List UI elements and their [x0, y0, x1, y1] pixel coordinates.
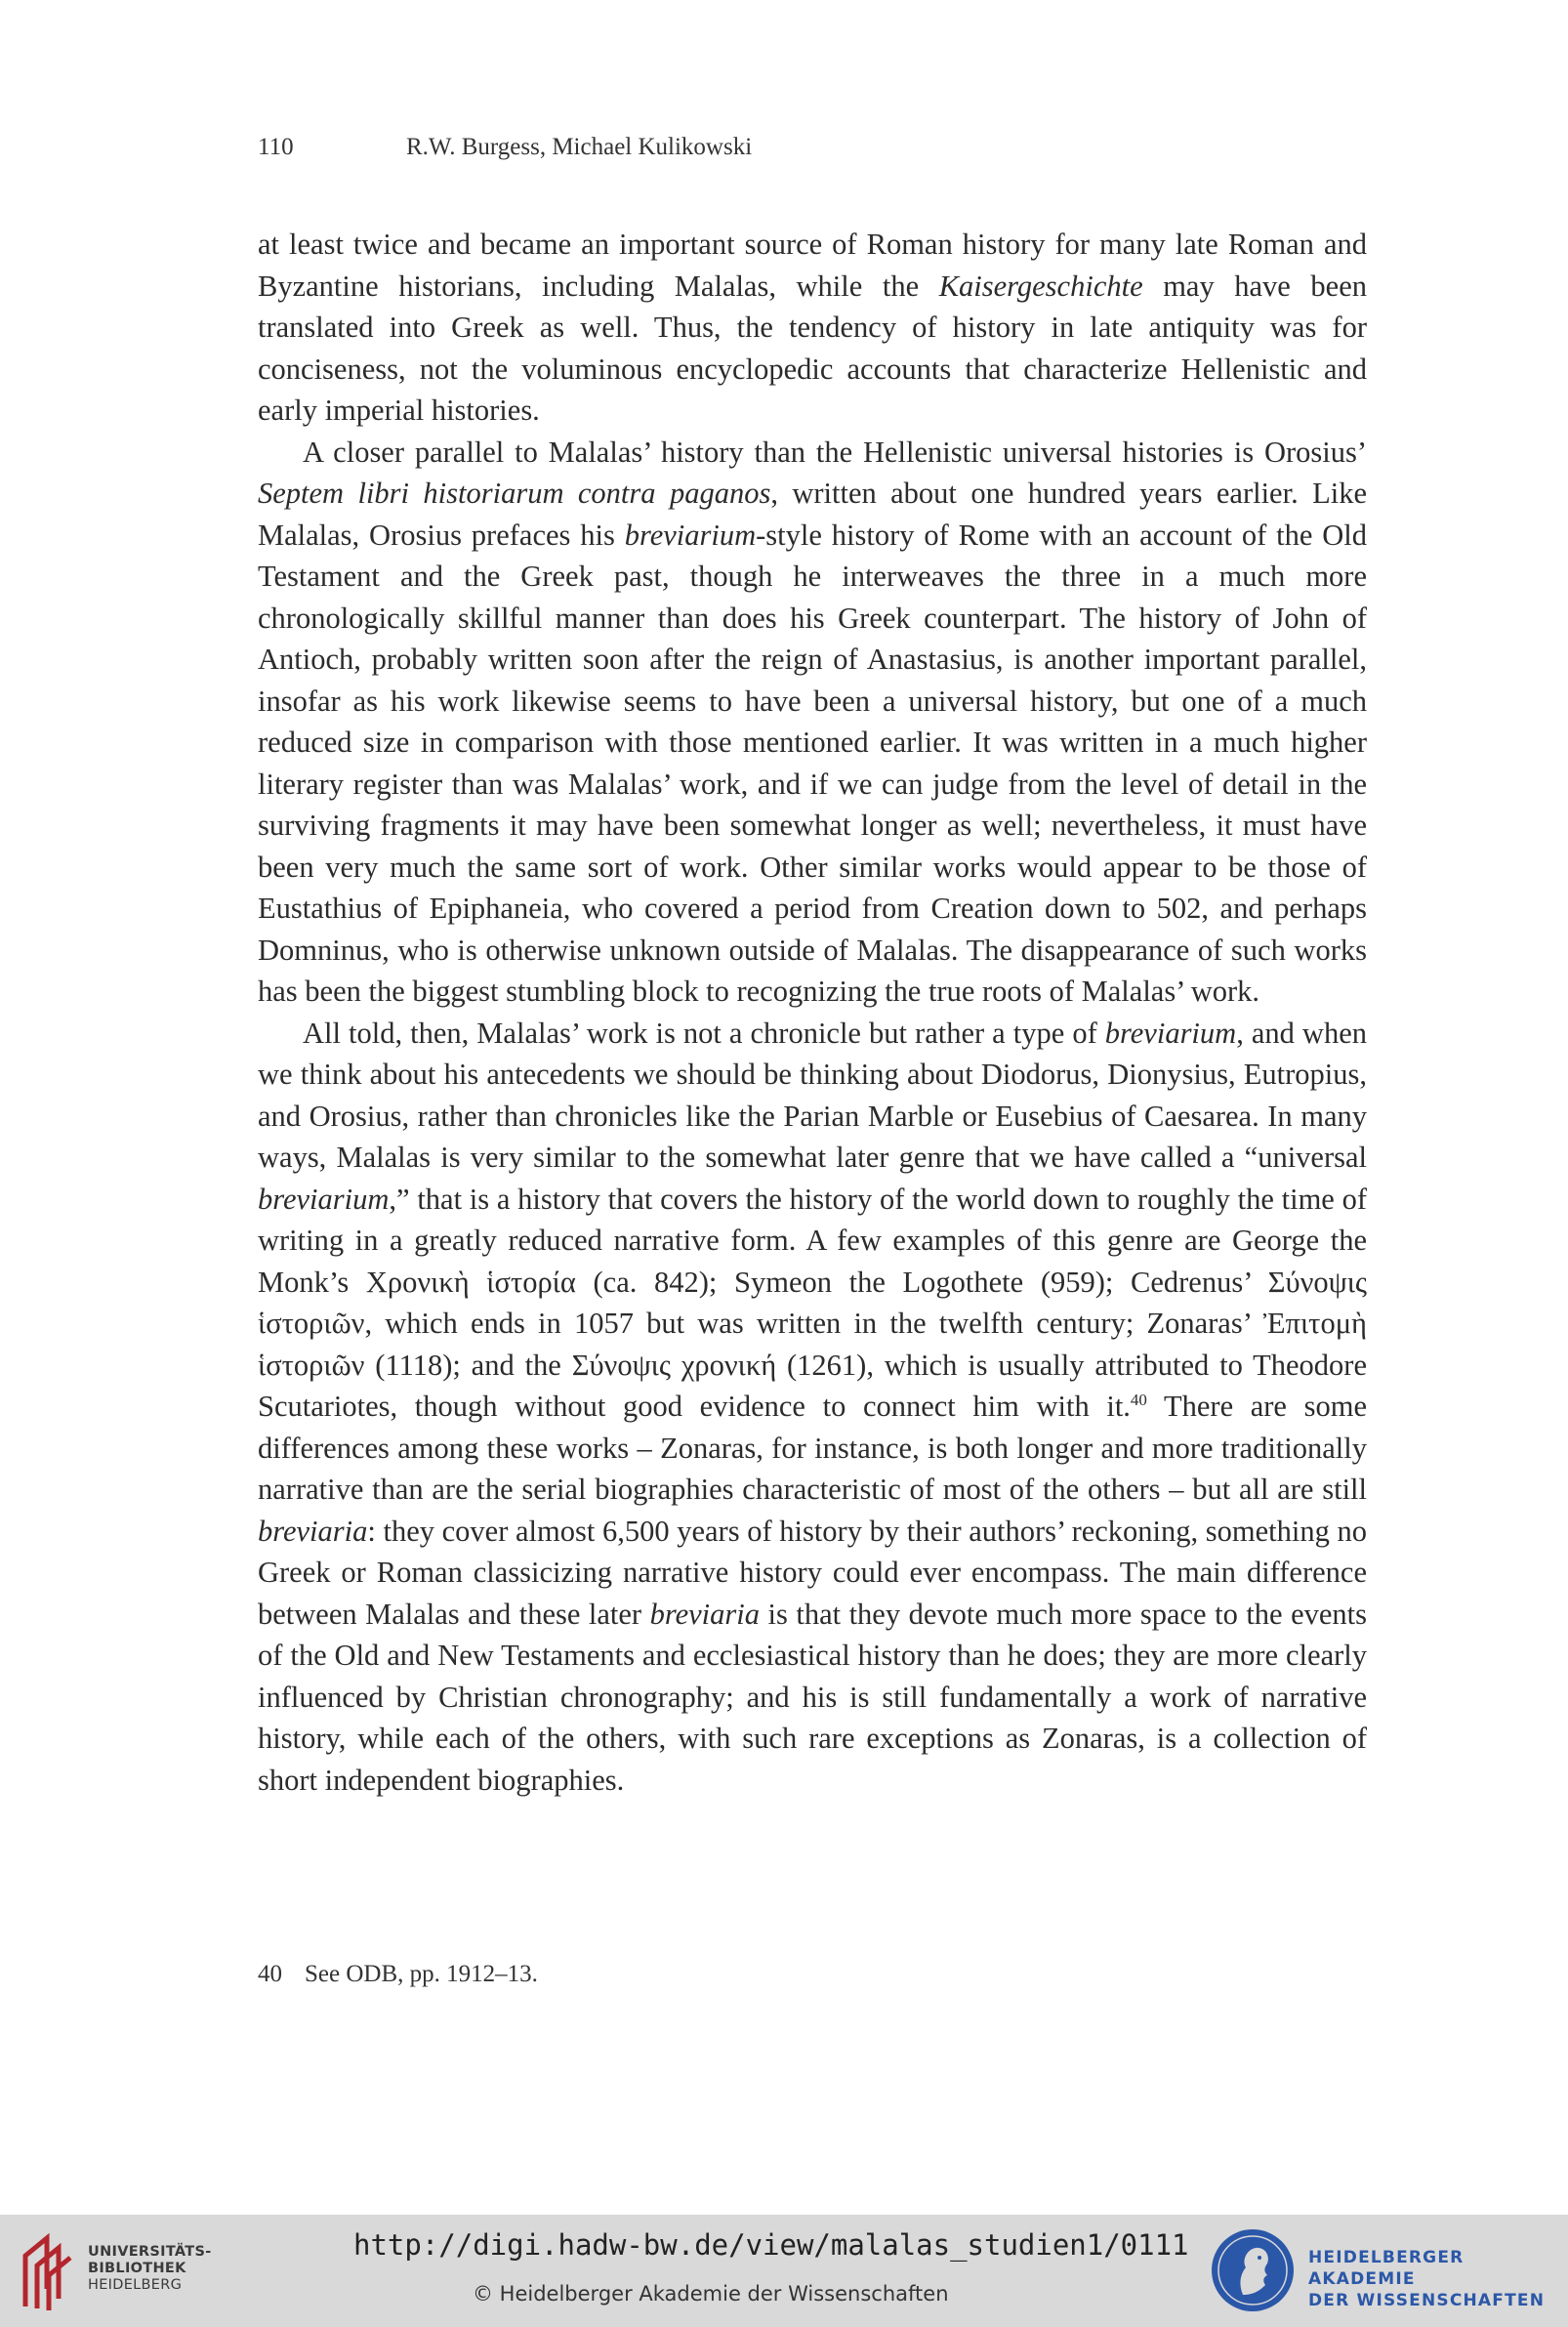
footnote-text: See ODB, pp. 1912–13. — [305, 1961, 538, 1987]
italic-run: Septem libri historiarum contra paganos — [258, 477, 771, 510]
paragraph-1 — [258, 224, 1367, 432]
university-library-name — [88, 2244, 212, 2294]
running-head — [258, 134, 752, 161]
italic-run: breviaria — [258, 1514, 368, 1548]
academy-name-line: HEIDELBERGER AKADEMIE — [1308, 2248, 1465, 2289]
library-name-line: HEIDELBERG — [88, 2277, 183, 2293]
italic-run: breviarium — [258, 1182, 390, 1216]
text-run: : they cover almost 6,500 years of history by their authors’ reckoning, something no Greek or Roman classicizing narrative history could ever encompass. The main difference between Malalas and these later — [258, 1514, 1367, 1631]
library-name-line: BIBLIOTHEK — [88, 2261, 186, 2276]
text-run: A closer parallel to Malalas’ history than the Hellenistic universal histories is Orosius’ — [303, 435, 1367, 469]
italic-run: breviarium — [624, 518, 757, 552]
text-run: -style history of Rome with an account of the Old Testament and the Greek past, though he interweaves the three in a much more chronologically skillful manner than does his Greek counterpart. The history of John of Antioch, probably written soon after the reign of Anastasius, is another important parallel, insofar as his work likewise seems to have been a universal history, but one of a much reduced size in comparison with those mentioned earlier. It was written in a much higher literary register than was Malalas’ work, and if we can judge from the level of detail in the surviving fragments it may have been somewhat longer as well; nevertheless, it must have been very much the same sort of work. Other similar works would appear to be those of Eustathius of Epiphaneia, who covered a period from Creation down to 502, and perhaps Domninus, who is otherwise unknown outside of Malalas. The disappearance of such works has been the biggest stumbling block to recognizing the true roots of Malalas’ work. — [258, 518, 1367, 1008]
italic-run: Kaisergeschichte — [938, 269, 1143, 303]
text-run: All told, then, Malalas’ work is not a chronicle but rather a type of — [303, 1016, 1105, 1050]
italic-run: breviaria — [649, 1597, 760, 1631]
text-run: may have been translated into Greek as well. Thus, the tendency of history in late antiquity was for conciseness, not the voluminous encyclopedic accounts that characterize Hellenistic and early imperial histories. — [258, 269, 1367, 427]
text-run: , and when we think about his antecedents we should be thinking about Diodorus, Dionysius, Eutropius, and Orosius, rather than chronicles like the Parian Marble or Eusebius of Caesarea. In many ways, Malalas is very similar to the somewhat later genre that we have called a “universal — [258, 1016, 1367, 1174]
footnote-number: 40 — [258, 1961, 282, 1987]
copyright-notice: © Heidelberger Akademie der Wissenschaften — [473, 2282, 949, 2306]
footnote — [258, 1961, 538, 1988]
italic-run: breviarium — [1104, 1016, 1237, 1050]
body-text — [258, 224, 1367, 1801]
academy-seal-logo-icon — [1209, 2226, 1297, 2314]
university-library-logo-icon — [18, 2228, 78, 2312]
running-head-authors: R.W. Burgess, Michael Kulikowski — [406, 134, 753, 160]
page-url-link[interactable]: http://digi.hadw-bw.de/view/malalas_studien1/0111 — [353, 2228, 1189, 2262]
text-run: , written about one hundred years earlier. Like Malalas, Orosius prefaces his — [258, 477, 1367, 552]
text-run: at least twice and became an important source of Roman history for many late Roman and Byzantine historians, including Malalas, while the — [258, 228, 1367, 303]
text-run: There are some differences among these works – Zonaras, for instance, is both longer and more traditionally narrative than are the serial biographies characteristic of most of the others – but all are still — [258, 1390, 1367, 1506]
library-name-line: UNIVERSITÄTS- — [88, 2244, 212, 2260]
paragraph-2 — [258, 432, 1367, 1013]
text-run: is that they devote much more space to the events of the Old and New Testaments and ecclesiastical history than he does; they are more clearly influenced by Christian chronography; and his is still fundamentally a work of narrative history, while each of the others, with such rare exceptions as Zonaras, is a collection of short independent biographies. — [258, 1597, 1368, 1797]
academy-name-line: DER WISSENSCHAFTEN — [1308, 2291, 1546, 2310]
viewer-footer — [0, 2215, 1568, 2327]
text-run: ,” that is a history that covers the history of the world down to roughly the time of writing in a greatly reduced narrative form. A few examples of this genre are George the Monk’s Χρονικὴ ἱστορία (ca. 842); Symeon the Logothete (959); Cedrenus’ Σύνοψις ἱστοριῶν, which ends in 1057 but was written in the twelfth century; Zonaras’ Ἐπιτομὴ ἱστοριῶν (1118); and the Σύνοψις χρονική (1261), which is usually attributed to Theodore Scutariotes, though without good evidence to connect him with it. — [258, 1182, 1367, 1423]
page-number: 110 — [258, 134, 294, 160]
paragraph-3 — [258, 1013, 1367, 1802]
academy-name — [1308, 2247, 1568, 2311]
footnote-reference[interactable]: 40 — [1130, 1390, 1147, 1409]
